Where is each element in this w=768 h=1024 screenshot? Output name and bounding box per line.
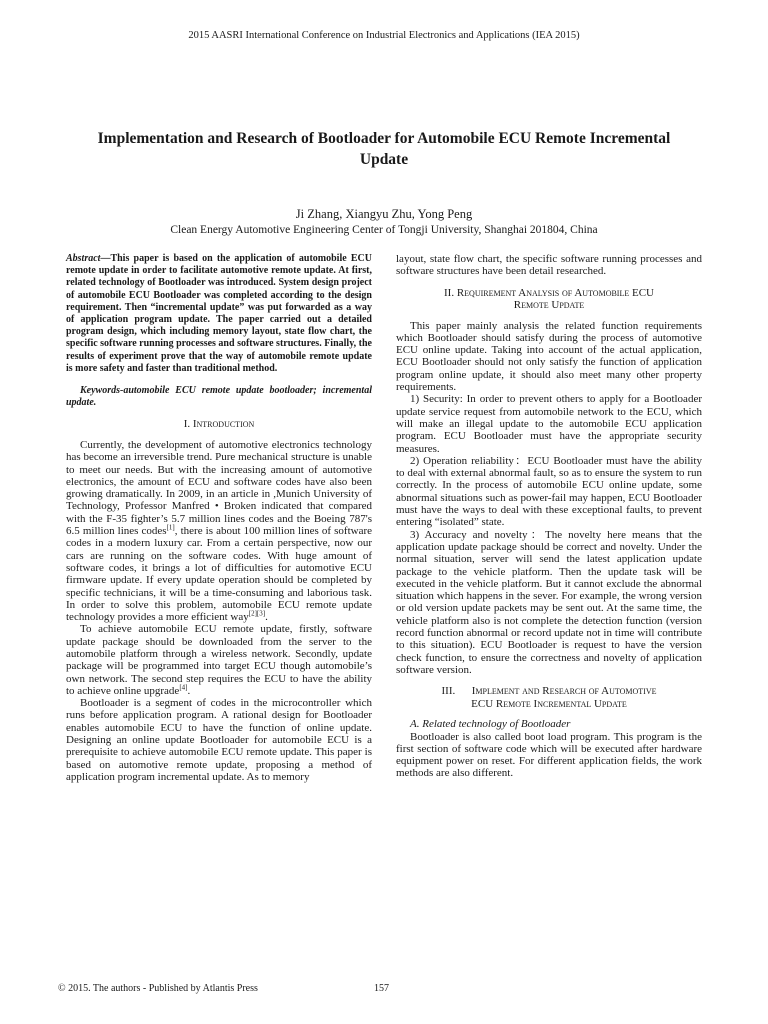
intro-paragraph-1: Currently, the development of automotive electronics technology has become an irreversible trend. Pure mechanical structure is unable to meet our needs. But with the increasing amount of automotive electronics, the amount of ECU and software codes have also been growing dramatically. In 2009, in an article in ,Munich University of Technology, Professor Manfred • Broken indicated that compared with the F-35 fighter’s 5.7 million lines codes and the Boeing 787's 6.5 million lines codes[1], there is about 100 million lines of software codes in a modern luxury car. From a certain perspective, now our cars are running on the software codes. With huge amount of software codes, it brings a lot of difficulties for automotive ECU firmware update. If every update operation should be completed by specific technicians, it will be a time-consuming and laborious task. In order to solve this problem, automobile ECU remote update technology provides a more efficient way[2][3].	[66, 438, 372, 624]
right-column	[396, 253, 702, 780]
keywords: Keywords-automobile ECU remote update bootloader; incremental update.	[66, 385, 372, 409]
intro-paragraph-2: To achieve automobile ECU remote update, firstly, software update package should be downloaded from the server to the automobile platform through a wireless network. Secondly, update package will be programmed into target ECU though automobile’s own network. The second step requires the ECU to have the ability to achieve online upgrade[4].	[66, 623, 372, 697]
left-column	[66, 253, 372, 783]
citation-4: [4]	[179, 683, 188, 692]
footer-copyright: © 2015. The authors - Published by Atlantis Press	[58, 983, 258, 994]
intro-paragraph-3-continued: layout, state flow chart, the specific software running processes and software structures have been detail researched.	[396, 253, 702, 278]
section-heading-implementation: III. Implement and Research of Automotive ECU Remote Incremental Update	[441, 685, 657, 710]
requirement-security: 1) Security: In order to prevent others to apply for a Bootloader update service request from automobile network to the ECU, which will make an illegal update to the automobile ECU application program. ECU Bootloader must have the appropriate security measures.	[396, 393, 702, 455]
requirements-paragraph-1: This paper mainly analysis the related function requirements which Bootloader should satisfy during the process of automotive ECU online update. Taking into account of the actual application, ECU Bootloader should not only satisfy the function of application program online update, it should also meet many other property requirements.	[396, 319, 702, 394]
page-number: 157	[374, 983, 389, 994]
conference-header: 2015 AASRI International Conference on Industrial Electronics and Applications (IEA 2015)	[188, 30, 580, 41]
paper-authors: Ji Zhang, Xiangyu Zhu, Yong Peng	[295, 207, 473, 221]
intro-paragraph-3: Bootloader is a segment of codes in the microcontroller which runs before application program. A rational design for Bootloader enables automobile ECU to have the function of online update. Designing an online update Bootloader for automobile ECU is a prerequisite to achieve automobile ECU remote update. This paper is based on automotive remote update, proposing a method of application program incremental update. As to memory	[66, 697, 372, 783]
abstract-label: Abstract	[66, 253, 101, 264]
section-heading-requirement-analysis: II. Requirement Analysis of Automobile ECU Remote Update	[444, 286, 654, 312]
citation-1: [1]	[166, 523, 175, 532]
citation-2-3: [2][3]	[248, 609, 266, 618]
abstract	[66, 253, 372, 375]
bootloader-paragraph-1: Bootloader is also called boot load program. This program is the first section of software code which will be executed after hardware equipment power on reset. For different application fields, the work methods are also different.	[396, 730, 702, 780]
requirement-reliability: 2) Operation reliability：ECU Bootloader must have the ability to deal with external abnormal fault, so as to ensure the system to run correctly. In the process of automobile ECU online update, some abnormal situations such as power-fail may happen, ECU Bootloader must have the ways to deal with these exceptional faults, to prevent entering “isolated” state.	[396, 454, 702, 529]
paper-title: Implementation and Research of Bootloader for Automobile ECU Remote Incremental Update	[97, 130, 671, 168]
subsection-heading-bootloader: A. Related technology of Bootloader	[410, 718, 571, 731]
section-heading-introduction: I. Introduction	[183, 418, 255, 431]
paper-affiliation: Clean Energy Automotive Engineering Center of Tongji University, Shanghai 201804, China	[170, 224, 598, 236]
requirement-accuracy: 3) Accuracy and novelty：The novelty here means that the application update package should be correct and novelty. Under the normal situation, server will send the latest application update package to the vehicle platform. Then the update task will be executed in the vehicle platform. But it cannot exclude the abnormal situation which happens in the sever. For example, the wrong version or old version update packets may be sent out. At the same time, the vehicle platform also is not complete the detection function (version record function abnormal or record update not in time will contribute to this situation). ECU Bootloader is request to have the version check function, to ensure the correctness and novelty of application software version.	[396, 528, 702, 676]
abstract-text: —This paper is based on the application of automobile ECU remote update in order to facilitate automotive remote update. At first, related technology of Bootloader was introduced. System design project of automobile ECU Bootloader was completed according to the design requirement. Then “incremental update” was put forwarded as a way of application program update. The paper carried out a detailed program design, which including memory layout, state flow chart, the specific software running processes and software structures. Finally, the results of experiment prove that the way of automobile remote update is more safety and faster than traditional method.	[66, 253, 372, 374]
